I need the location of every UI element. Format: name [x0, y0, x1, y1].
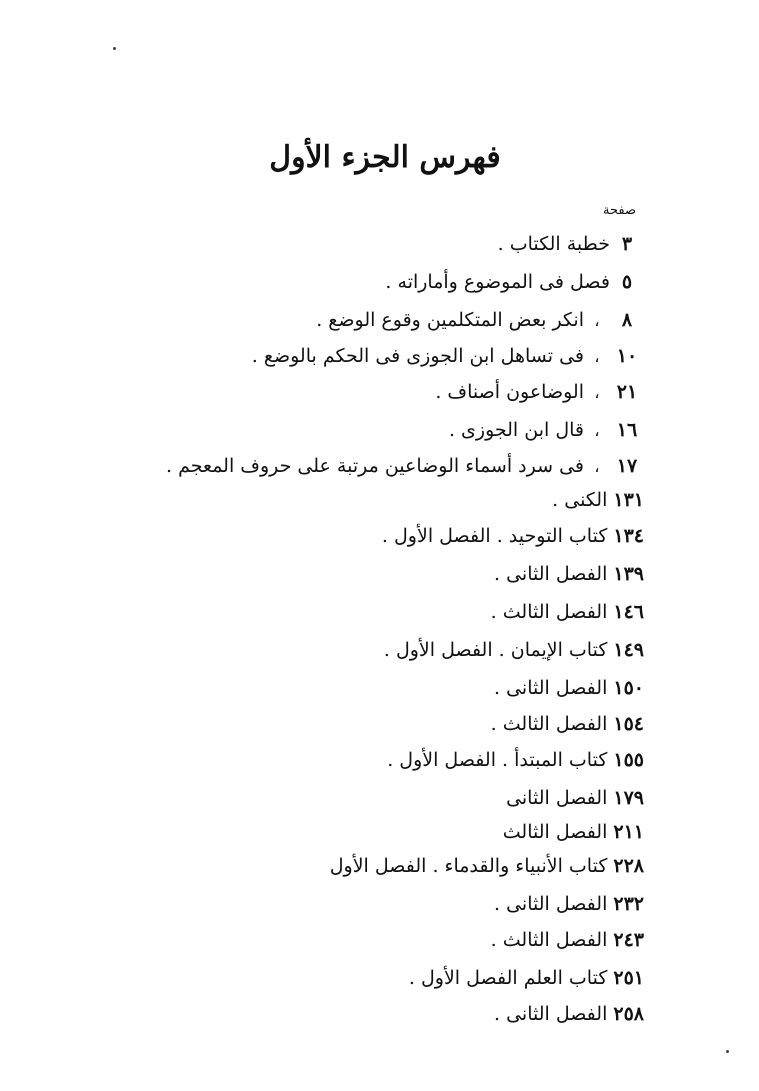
page-number: ١٣١	[613, 489, 644, 511]
page-number: ٢٥١	[613, 967, 644, 989]
page-number: ١٠	[616, 345, 638, 367]
toc-entry	[494, 672, 644, 704]
toc-entry	[503, 816, 644, 848]
toc-entry	[387, 744, 644, 776]
toc-entry	[384, 634, 644, 666]
page-number: ١٤٩	[613, 639, 644, 661]
entry-title: الفصل الثالث .	[490, 601, 608, 623]
entry-title: الفصل الثالث .	[490, 713, 608, 735]
toc-entry	[491, 596, 644, 628]
page-number: ٢٣٢	[613, 893, 644, 915]
entry-title: خطبة الكتاب .	[497, 233, 610, 255]
entry-title: الكنى .	[552, 489, 608, 511]
scan-speck	[113, 47, 116, 50]
page-number: ٢٥٨	[613, 1003, 644, 1025]
toc-entry	[494, 998, 644, 1030]
entry-title: كتاب التوحيد . الفصل الأول .	[381, 525, 608, 547]
entry-title: قال ابن الجوزى .	[448, 419, 584, 441]
toc-entry	[506, 782, 644, 814]
entry-title: فصل فى الموضوع وأماراته .	[385, 271, 610, 293]
page-number: ١٧	[616, 455, 638, 477]
toc-entry	[385, 266, 644, 298]
page-number: ١٤٦	[613, 601, 644, 623]
page-number: ١٧٩	[613, 787, 644, 809]
toc-entry	[552, 484, 644, 516]
toc-entry	[494, 888, 644, 920]
page-number: ٥	[621, 271, 633, 293]
toc-entry	[382, 520, 644, 552]
page-number: ٣	[621, 233, 633, 255]
entry-title: الفصل الثانى .	[493, 677, 608, 699]
entry-title: الفصل الثانى .	[493, 563, 608, 585]
toc-entry	[330, 850, 644, 882]
page-number: ١٣٩	[613, 563, 644, 585]
entry-title: كتاب الأنبياء والقدماء . الفصل الأول	[329, 855, 608, 877]
page-column-label: صفحة	[603, 203, 636, 218]
toc-entry	[435, 376, 644, 408]
entry-title: كتاب المبتدأ . الفصل الأول .	[387, 749, 608, 771]
page-number: ٢٢٨	[613, 855, 644, 877]
ditto-mark: ،	[594, 420, 600, 440]
toc-entry	[449, 414, 644, 446]
entry-title: الفصل الثانى .	[493, 1003, 608, 1025]
entry-title: فى سرد أسماء الوضاعين مرتبة على حروف المعجم .	[166, 455, 584, 477]
entry-title: كتاب الإيمان . الفصل الأول .	[383, 639, 608, 661]
ditto-mark: ،	[594, 346, 600, 366]
toc-entry	[494, 558, 644, 590]
entry-title: الفصل الثالث	[502, 821, 608, 843]
scan-speck	[726, 1050, 729, 1053]
page-number: ١٣٤	[613, 525, 644, 547]
toc-entry	[491, 924, 644, 956]
page-number: ٢١١	[613, 821, 644, 843]
ditto-mark: ،	[594, 456, 600, 476]
entry-title: الوضاعون أصناف .	[435, 381, 584, 403]
toc-entry	[409, 962, 644, 994]
entry-title: الفصل الثالث .	[490, 929, 608, 951]
toc-entry	[491, 708, 644, 740]
toc-entry	[316, 304, 644, 336]
toc-entry	[166, 450, 644, 482]
page-number: ١٦	[616, 419, 638, 441]
page-number: ١٥٥	[613, 749, 644, 771]
entry-title: الفصل الثانى .	[493, 893, 608, 915]
page-number: ٢٤٣	[613, 929, 644, 951]
entry-title: فى تساهل ابن الجوزى فى الحكم بالوضع .	[251, 345, 584, 367]
page-number: ٨	[621, 309, 633, 331]
toc-entry	[252, 340, 644, 372]
toc-entry	[498, 228, 644, 260]
entry-title: كتاب العلم الفصل الأول .	[408, 967, 608, 989]
page-number: ١٥٠	[613, 677, 644, 699]
ditto-mark: ،	[594, 382, 600, 402]
entry-title: الفصل الثانى	[506, 787, 608, 809]
page-title: فهرس الجزء الأول	[269, 140, 501, 175]
page-number: ٢١	[616, 381, 638, 403]
ditto-mark: ،	[594, 310, 600, 330]
page-number: ١٥٤	[613, 713, 644, 735]
entry-title: انكر بعض المتكلمين وقوع الوضع .	[316, 309, 584, 331]
